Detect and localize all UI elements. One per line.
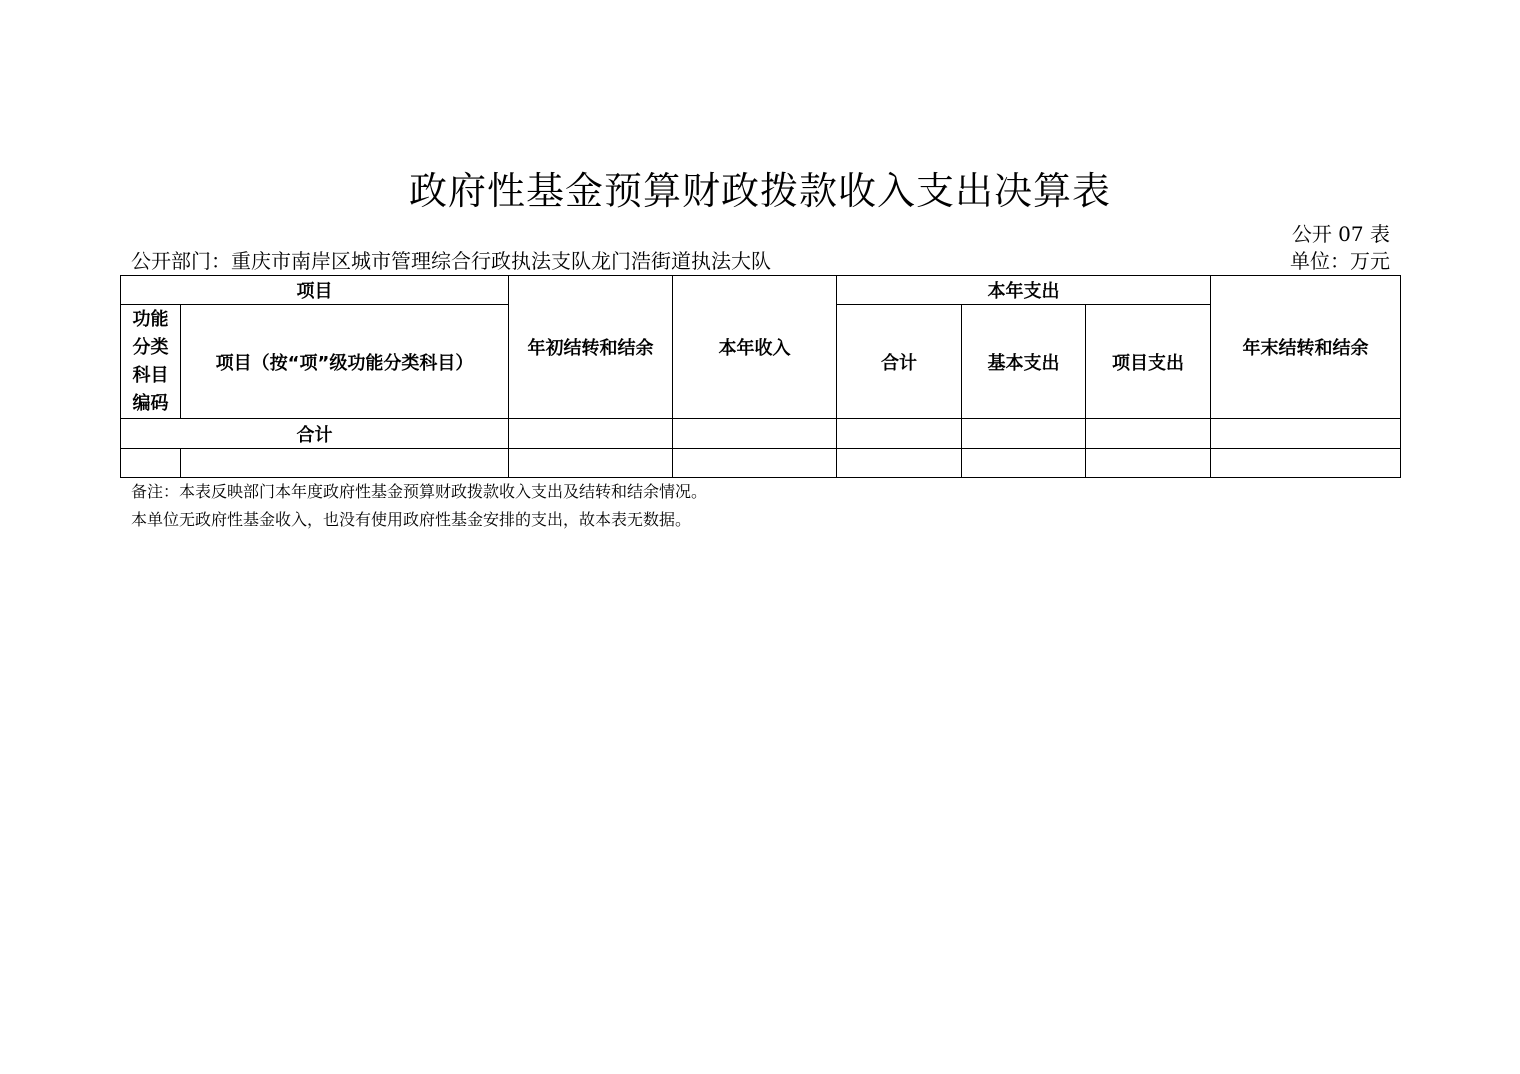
row-name	[181, 449, 509, 478]
row-code	[121, 449, 181, 478]
header-code-line: 分类	[132, 336, 169, 358]
header-code-line: 编码	[132, 392, 169, 414]
total-expense	[837, 419, 962, 449]
header-item: 项目	[121, 276, 509, 305]
header-end-balance: 年末结转和结余	[1211, 276, 1401, 419]
row-project-expense	[1086, 449, 1211, 478]
total-begin-balance	[509, 419, 673, 449]
header-code	[121, 305, 181, 419]
total-label: 合计	[121, 419, 509, 449]
budget-table	[120, 275, 1401, 478]
header-expense-total: 合计	[837, 305, 962, 419]
note-remark: 备注：本表反映部门本年度政府性基金预算财政拨款收入支出及结转和结余情况。	[131, 482, 708, 501]
total-project-expense	[1086, 419, 1211, 449]
row-basic-expense	[962, 449, 1086, 478]
row-begin-balance	[509, 449, 673, 478]
header-project-expense: 项目支出	[1086, 305, 1211, 419]
form-number: 公开 07 表	[1291, 222, 1390, 246]
total-basic-expense	[962, 419, 1086, 449]
header-code-line: 功能	[132, 308, 169, 330]
page-title: 政府性基金预算财政拨款收入支出决算表	[408, 169, 1111, 213]
header-income: 本年收入	[673, 276, 837, 419]
row-end-balance	[1211, 449, 1401, 478]
header-code-line: 科目	[132, 364, 169, 386]
header-row-1	[121, 276, 1401, 305]
row-expense-total	[837, 449, 962, 478]
header-item-name: 项目（按“项”级功能分类科目）	[181, 305, 509, 419]
header-expense-group: 本年支出	[837, 276, 1211, 305]
total-income	[673, 419, 837, 449]
header-begin-balance: 年初结转和结余	[509, 276, 673, 419]
department-label: 公开部门：重庆市南岸区城市管理综合行政执法支队龙门浩街道执法大队	[131, 249, 771, 273]
total-row	[121, 419, 1401, 449]
total-end-balance	[1211, 419, 1401, 449]
table-row	[121, 449, 1401, 478]
row-income	[673, 449, 837, 478]
header-basic-expense: 基本支出	[962, 305, 1086, 419]
unit-label: 单位：万元	[1290, 249, 1390, 273]
note-no-data: 本单位无政府性基金收入，也没有使用政府性基金安排的支出，故本表无数据。	[131, 510, 692, 529]
